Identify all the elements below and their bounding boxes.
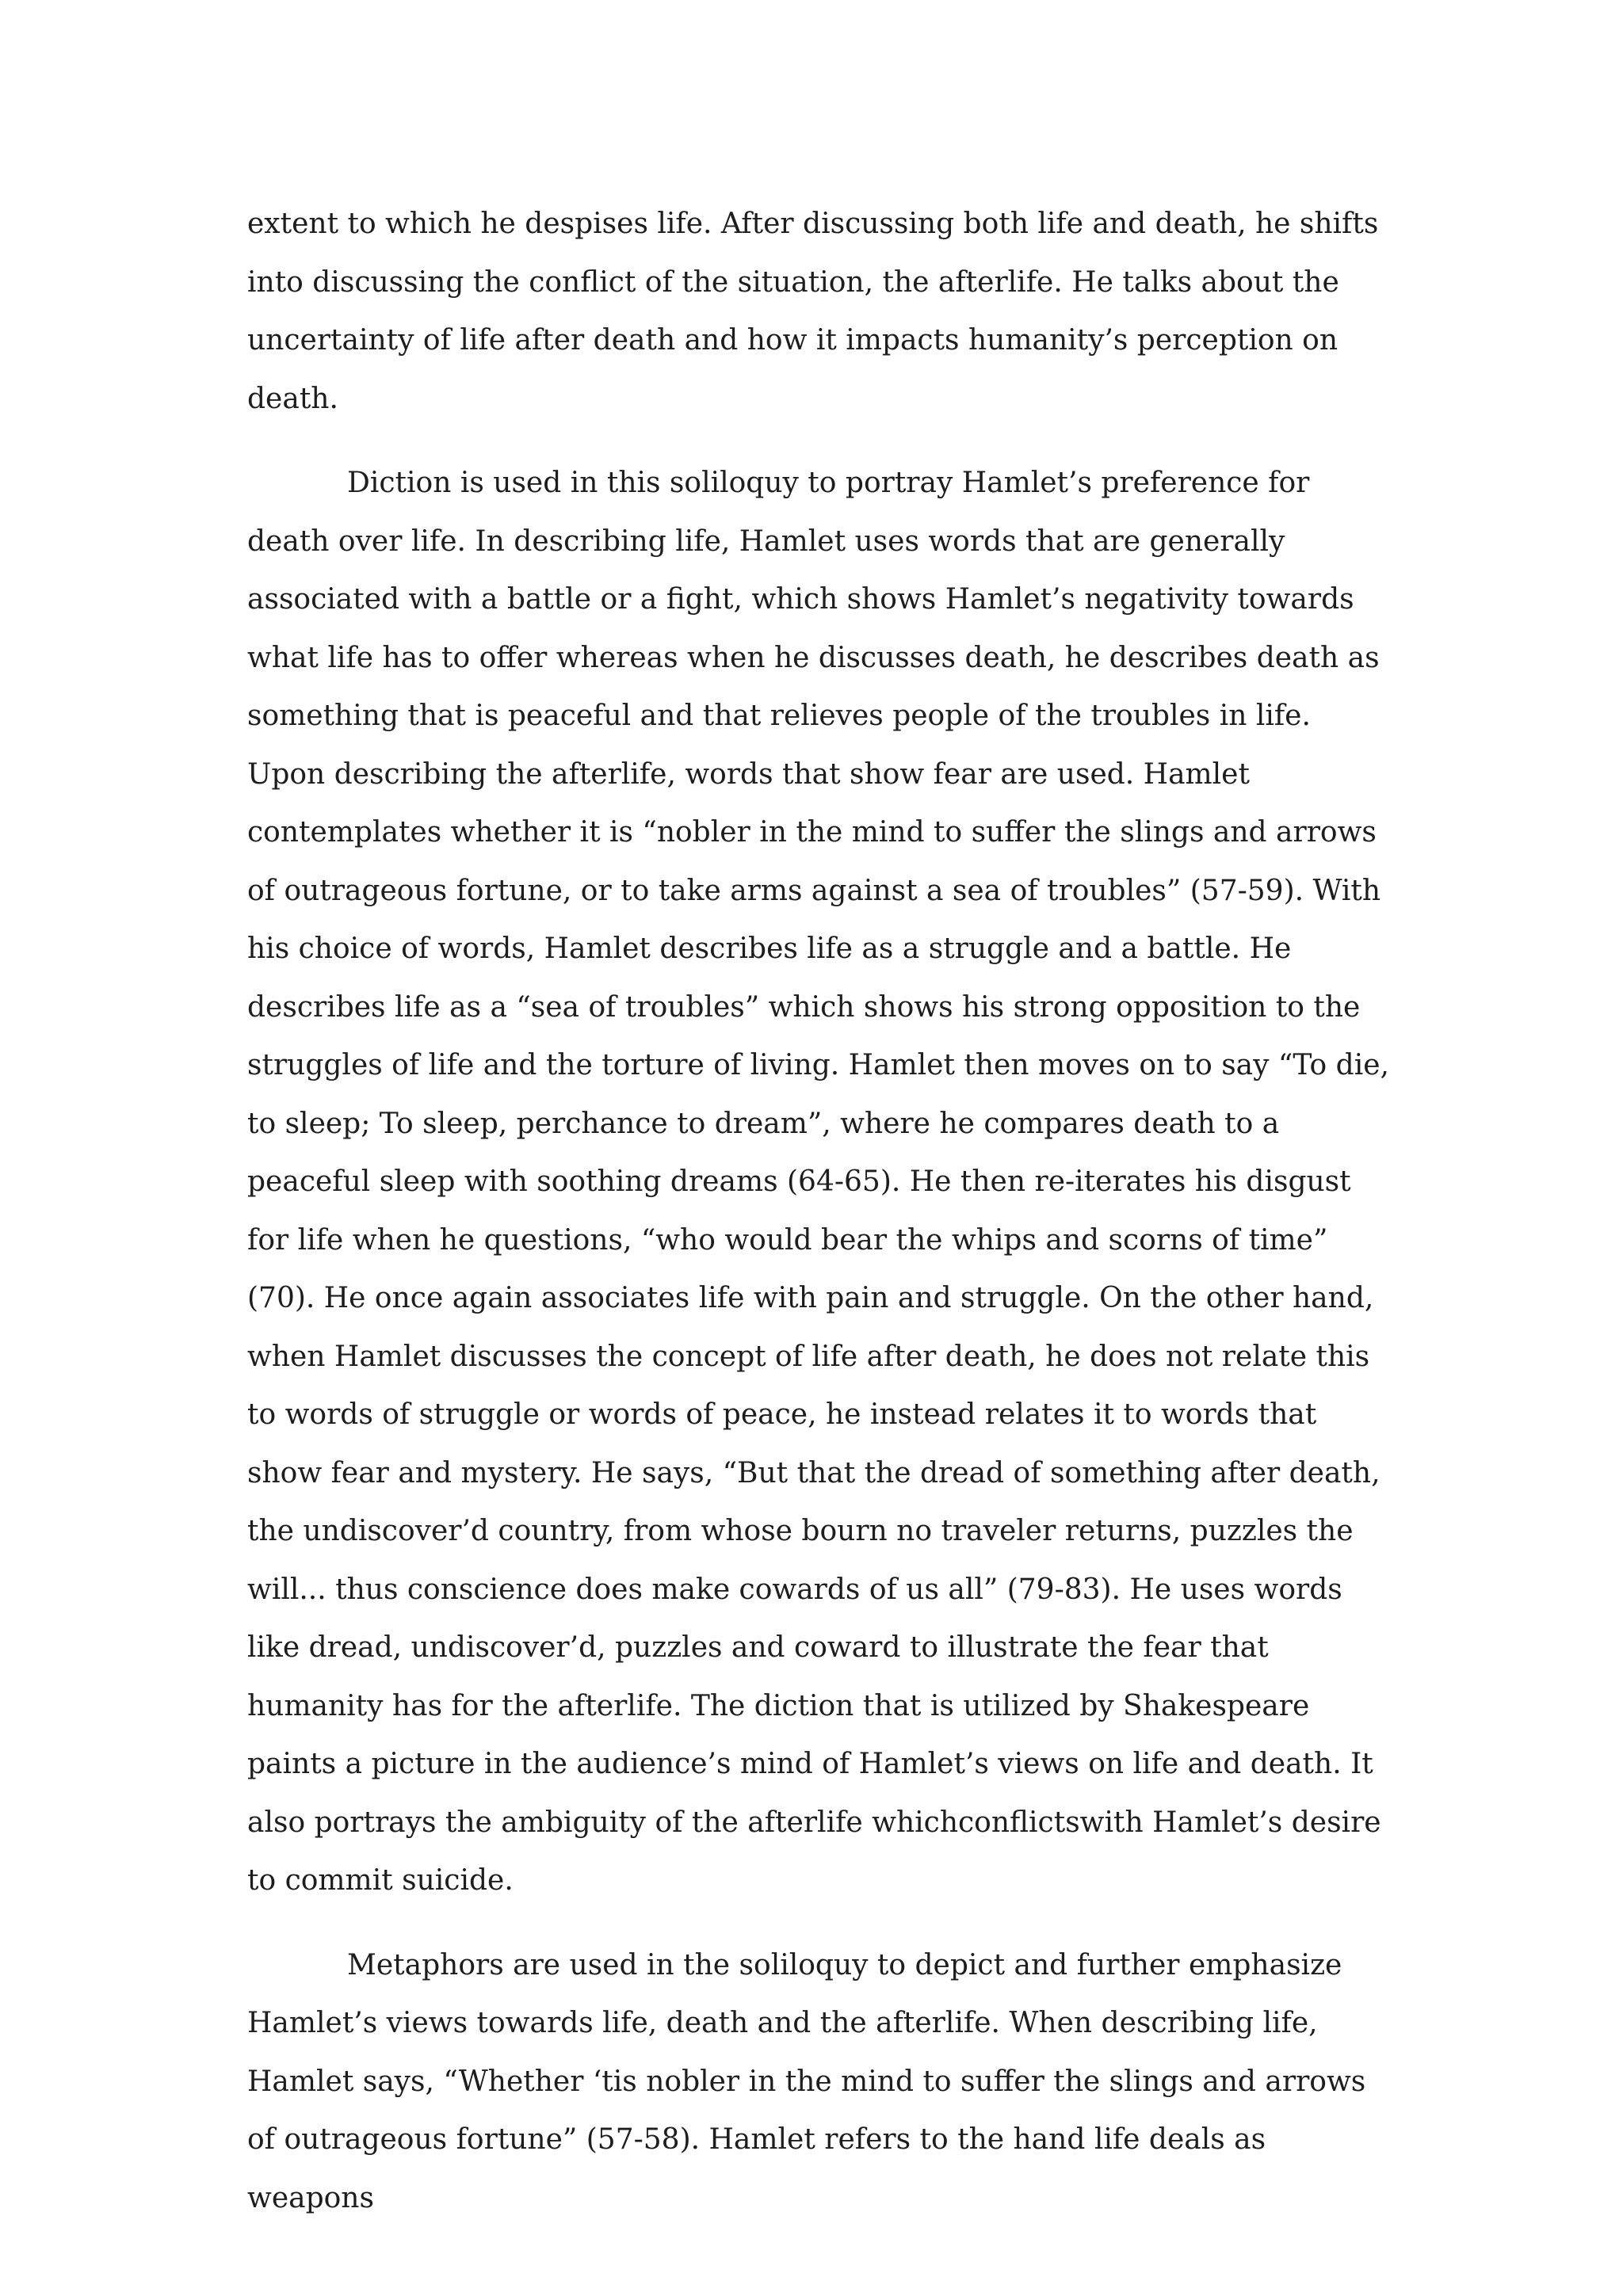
paragraph-continuation: extent to which he despises life. After discussing both life and death, he shifts into discussing the conflict of the situation, the afterlife. He talks about the uncertainty of life after death and how it impacts humanity’s perception on death. (247, 208, 1379, 415)
essay-body (247, 195, 1395, 2253)
paragraph-diction: Diction is used in this soliloquy to portray Hamlet’s preference for death over life. In describing life, Hamlet uses words that are generally associated with a battle or a fight, which shows Hamlet’s negativity towards what life has to offer whereas when he discusses death, he describes death as something that is peaceful and that relieves people of the troubles in life. Upon describing the afterlife, words that show fear are used. Hamlet contemplates whether it is “nobler in the mind to suffer the slings and arrows of outrageous fortune, or to take arms against a sea of troubles” (57-59). With his choice of words, Hamlet describes life as a struggle and a battle. He describes life as a “sea of troubles” which shows his strong opposition to the struggles of life and the torture of living. Hamlet then moves on to say “To die, to sleep; To sleep, perchance to dream”, where he compares death to a peaceful sleep with soothing dreams (64-65). He then re-iterates his disgust for life when he questions, “who would bear the whips and scorns of time” (70). He once again associates life with pain and struggle. On the other hand, when Hamlet discusses the concept of life after death, he does not relate this to words of struggle or words of peace, he instead relates it to words that show fear and mystery. He says, “But that the dread of something after death, the undiscover’d country, from whose bourn no traveler returns, puzzles the will... thus conscience does make cowards of us all” (79-83). He uses words like dread, undiscover’d, puzzles and coward to illustrate the fear that humanity has for the afterlife. The diction that is utilized by Shakespeare paints a picture in the audience’s mind of Hamlet’s views on life and death. It also portrays the ambiguity of the afterlife whichconflictswith Hamlet’s desire to commit suicide. (247, 467, 1389, 1897)
paragraph-metaphors: Metaphors are used in the soliloquy to depict and further emphasize Hamlet’s views towards life, death and the afterlife. When describing life, Hamlet says, “Whether ‘tis nobler in the mind to suffer the slings and arrows of outrageous fortune” (57-58). Hamlet refers to the hand life deals as weapons (247, 1948, 1366, 2214)
